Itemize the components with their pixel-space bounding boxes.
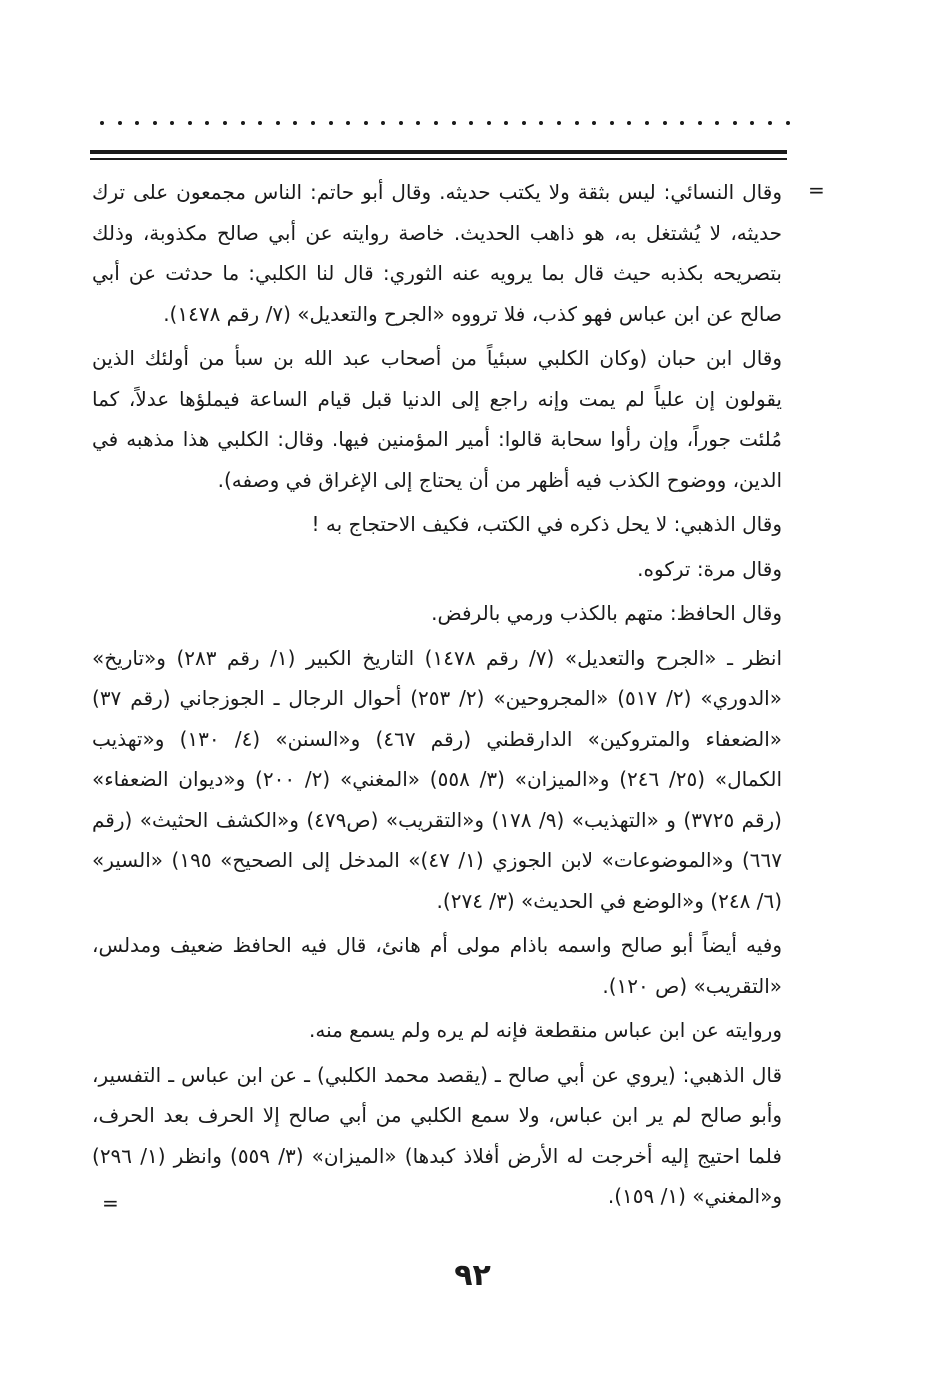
footnote-paragraph: وقال مرة: تركوه. <box>637 556 782 581</box>
ornament-dot <box>487 121 491 125</box>
ornament-dot <box>311 121 315 125</box>
ornament-dot <box>627 121 631 125</box>
ornament-dot <box>100 121 104 125</box>
ornament-dot <box>170 121 174 125</box>
ornament-dot <box>469 121 473 125</box>
ornament-dot <box>205 121 209 125</box>
ornament-dot <box>768 121 772 125</box>
ornament-dot <box>399 121 403 125</box>
ornament-dot <box>118 121 122 125</box>
ornament-dot <box>434 121 438 125</box>
ornament-dot <box>645 121 649 125</box>
ornament-dot <box>153 121 157 125</box>
ornament-dot <box>452 121 456 125</box>
header-dotted-ornament <box>100 118 790 128</box>
ornament-dot <box>750 121 754 125</box>
ornament-dot <box>346 121 350 125</box>
header-divider-thick <box>90 150 787 154</box>
footnote-paragraph: وقال الذهبي: لا يحل ذكره في الكتب، فكيف الاحتجاج به ! <box>311 512 782 536</box>
ornament-dot <box>188 121 192 125</box>
footnote-paragraph: وروايته عن ابن عباس منقطعة فإنه لم يره ولم يسمع منه. <box>309 1018 782 1042</box>
footnote-paragraph: وقال الحافظ: متهم بالكذب ورمي بالرفض. <box>431 601 782 625</box>
ornament-dot <box>557 121 561 125</box>
footnote-body <box>92 172 782 1232</box>
ornament-dot <box>539 121 543 125</box>
ornament-dot <box>258 121 262 125</box>
ornament-dot <box>663 121 667 125</box>
ornament-dot <box>592 121 596 125</box>
ornament-dot <box>293 121 297 125</box>
ornament-dot <box>364 121 368 125</box>
footnote-paragraph: انظر ـ «الجرح والتعديل» (٧/ رقم ١٤٧٨) التاريخ الكبير (١/ رقم ٢٨٣) و«تاريخ» «الدوري» (٢/ ٥١٧) «المجروحين» (٢/ ٢٥٣) أحوال الرجال ـ الجوزجاني (رقم ٣٧) «الضعفاء والمتروكين» الدارقطني (رقم ٤٦٧) و«السنن» (٤/ ١٣٠) و«تهذيب الكمال» (٢٥/ ٢٤٦) و«الميزان» (٣/ ٥٥٨) «المغني» (٢/ ٢٠٠) و«ديوان الضعفاء» (رقم ٣٧٢٥) و «التهذيب» (٩/ ١٧٨) و«التقريب» (ص٤٧٩) و«الكشف الحثيث» (رقم ٦٦٧) و«الموضوعات» لابن الجوزي (١/ ٤٧)» المدخل إلى الصحيح» ١٩٥) «السير» (٦/ ٢٤٨) و«الوضع في الحديث» (٣/ ٢٧٤). <box>92 645 782 913</box>
ornament-dot <box>698 121 702 125</box>
ornament-dot <box>733 121 737 125</box>
ornament-dot <box>575 121 579 125</box>
ornament-dot <box>786 121 790 125</box>
header-divider-thin <box>90 158 787 160</box>
ornament-dot <box>276 121 280 125</box>
ornament-dot <box>135 121 139 125</box>
ornament-dot <box>522 121 526 125</box>
footnote-continuation-mark-bottom: = <box>102 1191 119 1215</box>
ornament-dot <box>416 121 420 125</box>
footnote-paragraph: قال الذهبي: (يروي عن أبي صالح ـ (يقصد محمد الكلبي) ـ عن ابن عباس ـ التفسير، وأبو صالح لم ير ابن عباس، ولا سمع الكلبي من أبي صالح إلا الحرف بعد الحرف، فلما احتيج إليه أخرجت له الأرض أفلاذ كبدها) «الميزان» (٣/ ٥٥٩) وانظر (١/ ٢٩٦) و«المغني» (١/ ١٥٩). <box>92 1062 782 1208</box>
footnote-continuation-mark-top: = <box>808 178 825 202</box>
ornament-dot <box>241 121 245 125</box>
ornament-dot <box>680 121 684 125</box>
footnote-paragraph: وقال النسائي: ليس بثقة ولا يكتب حديثه. وقال أبو حاتم: الناس مجمعون على ترك حديثه، لا يُشتغل به، هو ذاهب الحديث. خاصة روايته عن أبي صالح مكذوبة، وذلك بتصريحه بكذبه حيث قال بما يرويه عنه الثوري: قال لنا الكلبي: ما حدثت عن أبي صالح عن ابن عباس فهو كذب، فلا ترووه «الجرح والتعديل» (٧/ رقم ١٤٧٨). <box>92 180 782 326</box>
ornament-dot <box>329 121 333 125</box>
footnote-paragraph: وقال ابن حبان (وكان الكلبي سبئياً من أصحاب عبد الله بن سبأ من أولئك الذين يقولون إن علياً لم يمت وإنه راجع إلى الدنيا قبل قيام الساعة فيملؤها عدلاً، كما مُلئت جوراً، وإن رأوا سحابة قالوا: أمير المؤمنين فيها. وقال: الكلبي هذا مذهبه في الدين، ووضوح الكذب فيه أظهر من أن يحتاج إلى الإغراق في وصفه). <box>92 346 782 492</box>
page-number: ٩٢ <box>454 1258 491 1293</box>
ornament-dot <box>381 121 385 125</box>
footnote-paragraph: وفيه أيضاً أبو صالح واسمه باذام مولى أم هانئ، قال فيه الحافظ ضعيف ومدلس، «التقريب» (ص ١٢٠). <box>92 933 782 998</box>
ornament-dot <box>610 121 614 125</box>
ornament-dot <box>504 121 508 125</box>
ornament-dot <box>223 121 227 125</box>
ornament-dot <box>715 121 719 125</box>
